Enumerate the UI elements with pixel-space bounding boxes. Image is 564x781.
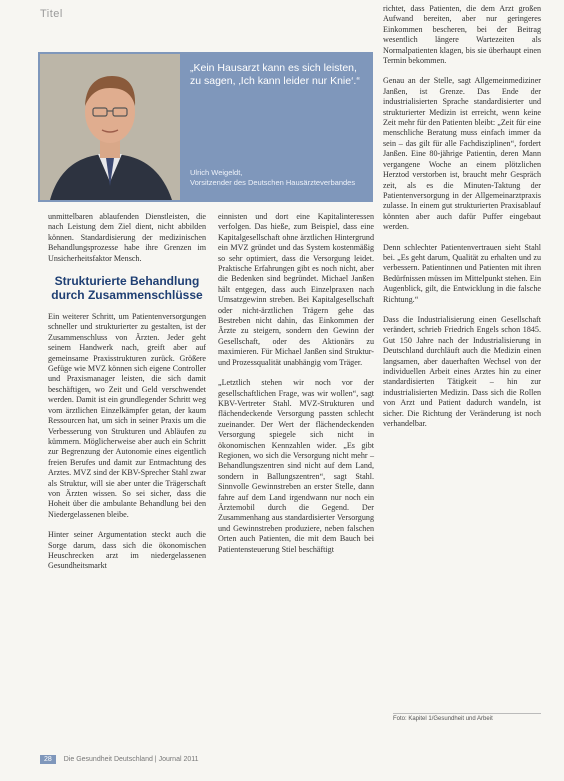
article-column-3 [383,4,541,439]
paragraph: „Letztlich stehen wir noch vor der gesellschaftlichen Frage, was wir wollen“, sagt KBV-Vertreter Stahl. MVZ-Strukturen und flächendeckende Versorgung passten schlecht zueinander. Der Wert der flächendeckenden Versorgung spiegele sich nicht in ökonomischen Kennzahlen wider. „Es gibt Regionen, wo sich die Versorgung nicht mehr – Behandlungszentren sind nicht auf dem Land, sondern in Ballungszentren“, sagt Stahl. Sinnvolle Gewinnstreben an erster Stelle, dann fahre auf dem Land irgendwann nur noch ein Ärztemobil durch die Gegend. Der Zusammenhang aus standardisierter Versorgung und Gewinnstreben produziere, neben falschen Orten auch Patienten, die mit dem Bauch bei Patientensteuerung Stiel beschäftigt [218,378,374,554]
paragraph: unmittelbaren ablaufenden Dienstleisten, die nach Leistung dem Ziel dient, nicht abbilden können. Standardisierung der medizinischen Behandlungsprozesse habe ihre Grenzen im Unsicherheitsfaktor Mensch. [48,212,206,263]
section-subheading: Strukturierte Behandlung durch Zusammenschlüsse [51,274,203,303]
paragraph: Hinter seiner Argumentation steckt auch die Sorge darum, dass sich die ökonomischen Heuschrecken arzt im niedergelassenen Gesundheitsmarkt [48,530,206,571]
quote-name: Ulrich Weigeldt, [190,168,243,177]
photo-credit: Foto: Kapitel 1/Gesundheit und Arbeit [393,713,541,722]
article-column-2 [218,212,374,565]
quote-role: Vorsitzender des Deutschen Hausärzteverbandes [190,178,356,187]
paragraph: richtet, dass Patienten, die dem Arzt großen Aufwand bereiten, aber nur geringeres Einkommen bescheren, bei der Beitrag wesentlich längere Wartezeiten als Normalpatienten klagen, bis sie überhaupt einen Termin bekommen. [383,4,541,66]
publication-name: Die Gesundheit Deutschland | Journal 2011 [63,756,199,763]
quote-attribution [190,168,368,188]
page-number: 28 [40,755,56,764]
paragraph: Denn schlechter Patientenvertrauen sieht Stahl bei. „Es geht darum, Qualität zu erhalten und zu verbessern. Patientinnen und Patienten mit ihren Bedürfnissen müssen im Mittelpunkt stehen. Ein Augenblick, gilt, die Entwicklung in die falsche Richtung.“ [383,242,541,304]
paragraph: Genau an der Stelle, sagt Allgemeinmediziner Janßen, ist Grenze. Das Ende der industrialisierten Sprache standardisierter und strukturierter Medizin ist erreicht, wenn keine Zeit mehr für den Patienten bleibt: „Zeit für eine menschliche Beratung muss einfach immer da sein – das gilt für alle Fachdisziplinen“, fordert Janßen. Eine 80-jährige Patientin, deren Mann vergangene Woche an einem plötzlichen Herztod verstorben ist, braucht mehr Gespräch zeit, als es die Minuten-Taktung der Patientenversorgung in der Allgemeinarztpraxis zulasse. In einem gut strukturierten Praxisablauf könnten aber auch dafür Puffer eingebaut werden. [383,76,541,232]
pull-quote: „Kein Hausarzt kann es sich leisten, zu sagen, ‚Ich kann leider nur Knie‘.“ [190,62,360,87]
paragraph: einnisten und dort eine Kapitalinteressen verfolgen. Das hieße, zum Beispiel, dass eine Kapitalgesellschaft ohne ärztlichen Hintergrund ein MVZ gründet und das System kostenmäßig so sehr optimiert, dass die Versorgung leidet. Praktische Erfahrungen gibt es noch nicht, aber die Bedenken sind begründet. Michael Janßen hält entgegen, dass auch Einzelpraxen nach Umsatzgewinn streben. Bei Kapitalgesellschaft oder nicht-ärztlichen Trägern gehe das Bestreben nicht dahin, das Einkommen der Ärzte zu steigern, sondern den Gewinn der Gesellschaft, oder des Aktionärs zu maximieren. Für Michael Janßen sind Struktur- und Prozessqualität unabhängig vom Träger. [218,212,374,367]
quote-box [38,52,373,202]
article-column-1 [48,212,206,582]
portrait-photo [40,54,180,200]
section-tag: Titel [40,8,63,20]
paragraph: Dass die Industrialisierung einen Gesellschaft verändert, schrieb Friedrich Engels schon 1845. Gut 150 Jahre nach der Industrialisierung in Deutschland durchläuft auch die Medizin einen langsamen, aber dauerhaften Wechsel von der individuellen Arbeit eines Arztes hin zu einer standardisierten Tätigkeit – hin zur industrialisierten Medizin. Dass sich die Rollen von Arzt und Patient dadurch wandeln, ist sicher. Die Richtung der Veränderung ist noch verhandelbar. [383,314,541,429]
page-footer [40,755,199,764]
paragraph: Ein weiterer Schritt, um Patientenversorgungen schneller und strukturierter zu gestalten, ist der Zusammenschluss von Ärzten. Jeder geht seinem Handwerk nach, greift aber auf gemeinsame Praxisstrukturen zurück. Größere Gefüge wie MVZ können sich eigene Controller und Praxismanager leisten, die sich damit beschäftigen, wo Zeit und Geld verschwendet werden. Damit ist ein grundlegender Schritt weg vom ärztlichen Einzelkämpfer getan, der kaum Ressourcen hat, um sich in seiner Praxis um die Verbesserung von Strukturen und Abläufen zu kümmern. Möglicherweise aber auch ein Schritt zur Begrenzung der Autonomie eines eigentlich freien Berufes und damit zur Entmachtung des Arztes. MVZ sind der KBV-Sprecher Stahl zwar als Struktur, will sie aber unter die Trägerschaft von Ärzten wissen. So sei sicher, dass die Hoheit über die ambulante Behandlung bei den Niedergelassenen bleibe. [48,312,206,519]
